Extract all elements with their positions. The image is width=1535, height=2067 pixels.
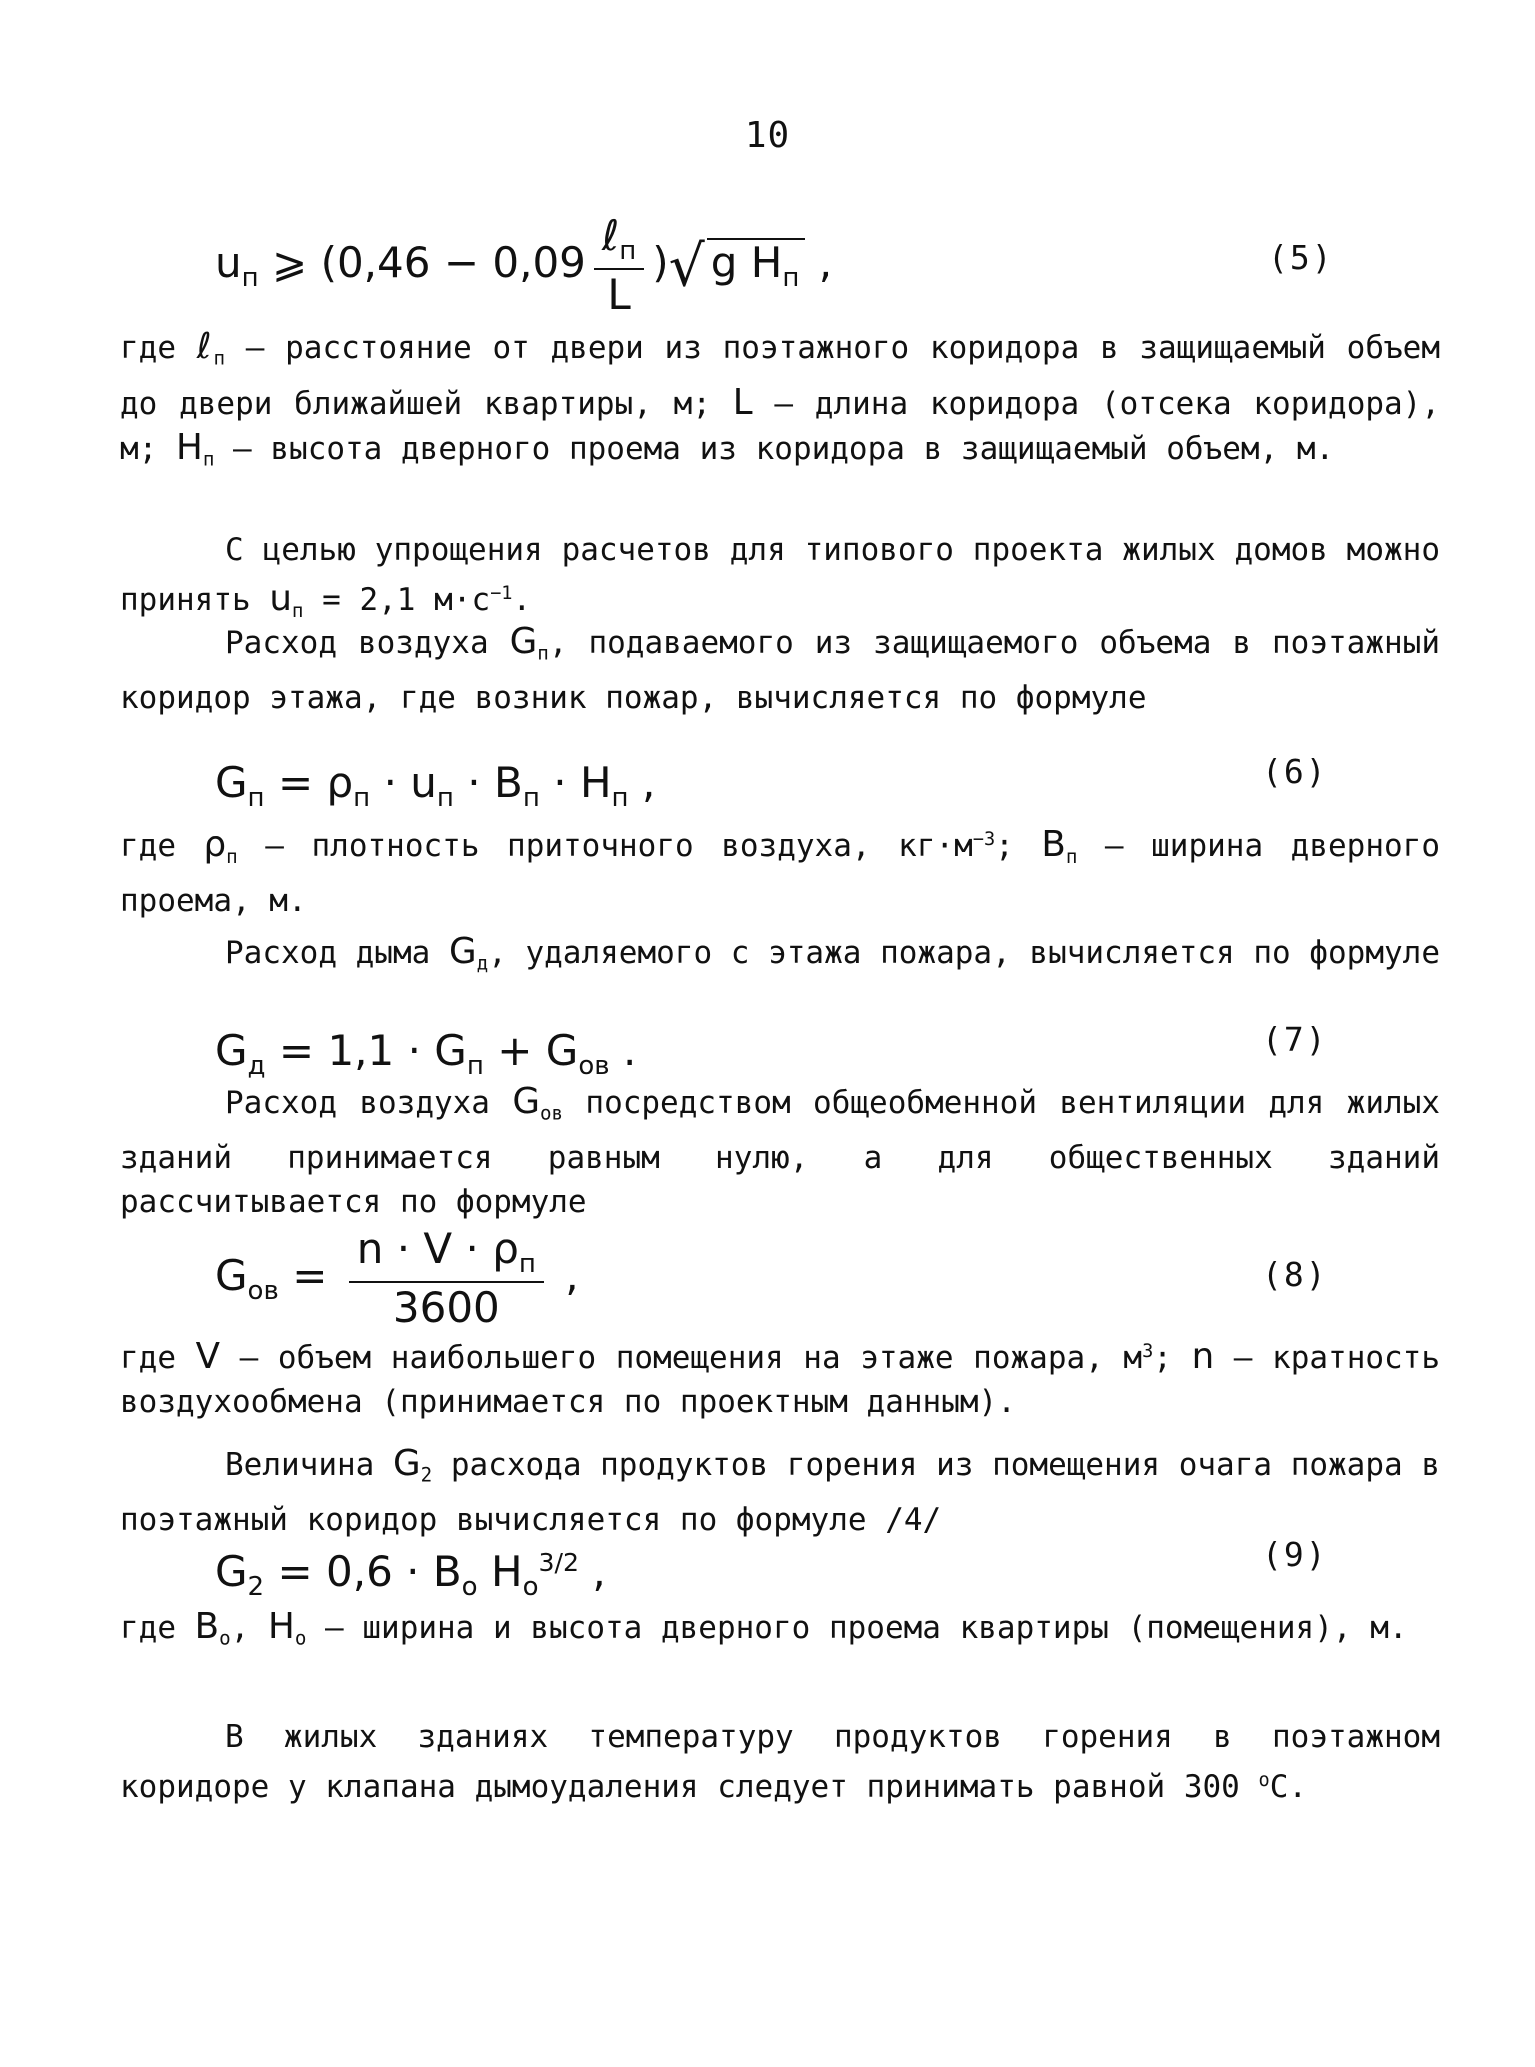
fraction-lp-over-l: $\frac{\ell_п}{L}$ <box>594 215 644 316</box>
equation-9: $G_2 = 0,6 \cdot B_о$ $H_о^{3/2}$ , <box>215 1547 606 1603</box>
equation-number-5: (5) <box>1268 238 1334 277</box>
paragraph-definitions-3: где V – объем наибольшего помещения на этаже пожара, $м^3$; n – кратность воздухообмена (принимается по проектным данным). <box>120 1336 1441 1421</box>
paragraph-ventilation: Расход воздуха $G_{ов}$ посредством общеобменной вентиляции для жилых зданий принимается равным нулю, а для общественных зданий рассчитывается по формуле <box>120 1081 1440 1220</box>
paragraph-smoke: Расход дыма $G_д$, удаляемого с этажа пожара, вычисляется по формуле <box>225 931 1440 975</box>
paragraph-definitions-4: где $B_о$, $H_о$ – ширина и высота дверного проема квартиры (помещения), м. <box>120 1606 1408 1650</box>
paragraph-temperature: В жилых зданиях температуру продуктов горения в поэтажном коридоре у клапана дымоудаления следует принимать равной 300 $^о$С. <box>120 1719 1440 1806</box>
equation-number-8: (8) <box>1262 1255 1328 1294</box>
equation-number-7: (7) <box>1262 1020 1328 1059</box>
page-number: 10 <box>744 115 791 156</box>
equation-7: $G_д = 1,1 \cdot G_п + G_{ов}$ . <box>215 1026 637 1082</box>
sqrt-sign: √ <box>668 233 705 300</box>
paragraph-definitions-1: где ℓ$_п$ – расстояние от двери из поэтажного коридора в защищаемый объем до двери ближайшей квартиры, м; L – длина коридора (отсека коридора), м; $H_п$ – высота дверного проема из коридора в защищаемый объем, м. <box>120 326 1441 471</box>
paragraph-air-flow: Расход воздуха $G_п$, подаваемого из защищаемого объема в поэтажный коридор этажа, где возник пожар, вычисляется по формуле <box>120 621 1440 716</box>
equation-8: $G_{ов}$ = $\frac{n \cdot V \cdot \rho_п}{3600}$ , <box>215 1224 579 1333</box>
paragraph-simplification: С целью упрощения расчетов для типового проекта жилых домов можно принять $u_п = 2,1$ $м\cdot с^{-1}$. <box>120 532 1440 622</box>
fraction-ventilation: $\frac{n \cdot V \cdot \rho_п}{3600}$ <box>349 1228 544 1329</box>
equation-number-9: (9) <box>1262 1535 1328 1574</box>
paragraph-combustion: Величина $G_2$ расхода продуктов горения из помещения очага пожара в поэтажный коридор вычисляется по формуле /4/ <box>120 1443 1441 1538</box>
equation-5: $u_п$ ⩾ (0,46 − 0,09 $\frac{\ell_п}{L}$ )√ g $H_п$ , <box>215 211 833 320</box>
paragraph-definitions-2: где $\rho_п$ – плотность приточного воздуха, $кг\cdot м^{-3}$; $B_п$ – ширина дверного проема, м. <box>120 824 1440 919</box>
radicand: g $H_п$ <box>707 238 806 291</box>
equation-number-6: (6) <box>1262 752 1328 791</box>
equation-6: $G_п = \rho_п \cdot u_п \cdot B_п \cdot H_п$ , <box>215 758 656 814</box>
